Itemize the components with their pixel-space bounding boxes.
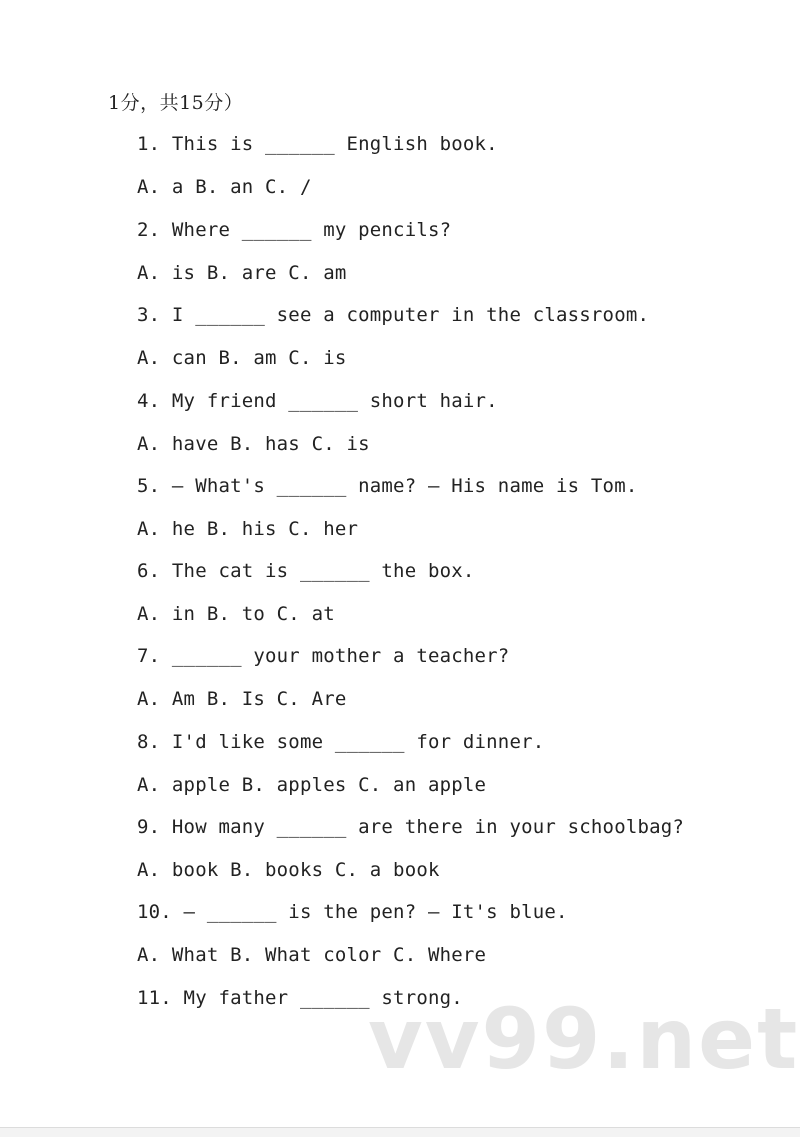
watermark: vv99.net bbox=[368, 990, 800, 1088]
options-9: A. book B. books C. a book bbox=[137, 859, 440, 881]
question-9: 9. How many ______ are there in your schoolbag? bbox=[137, 816, 685, 838]
options-3: A. can B. am C. is bbox=[137, 347, 347, 369]
question-11: 11. My father ______ strong. bbox=[137, 987, 463, 1009]
options-1: A. a B. an C. / bbox=[137, 176, 312, 198]
question-1: 1. This is ______ English book. bbox=[137, 133, 498, 155]
options-2: A. is B. are C. am bbox=[137, 262, 347, 284]
options-7: A. Am B. Is C. Are bbox=[137, 688, 347, 710]
options-4: A. have B. has C. is bbox=[137, 433, 370, 455]
question-2: 2. Where ______ my pencils? bbox=[137, 219, 452, 241]
question-5: 5. — What's ______ name? — His name is Tom. bbox=[137, 475, 638, 497]
question-3: 3. I ______ see a computer in the classroom. bbox=[137, 304, 650, 326]
question-8: 8. I'd like some ______ for dinner. bbox=[137, 731, 545, 753]
options-10: A. What B. What color C. Where bbox=[137, 944, 487, 966]
question-4: 4. My friend ______ short hair. bbox=[137, 390, 498, 412]
question-7: 7. ______ your mother a teacher? bbox=[137, 645, 510, 667]
question-10: 10. — ______ is the pen? — It's blue. bbox=[137, 901, 568, 923]
options-6: A. in B. to C. at bbox=[137, 603, 335, 625]
options-5: A. he B. his C. her bbox=[137, 518, 359, 540]
section-header: 1分，共15分） bbox=[108, 92, 244, 114]
options-8: A. apple B. apples C. an apple bbox=[137, 774, 487, 796]
question-6: 6. The cat is ______ the box. bbox=[137, 560, 475, 582]
